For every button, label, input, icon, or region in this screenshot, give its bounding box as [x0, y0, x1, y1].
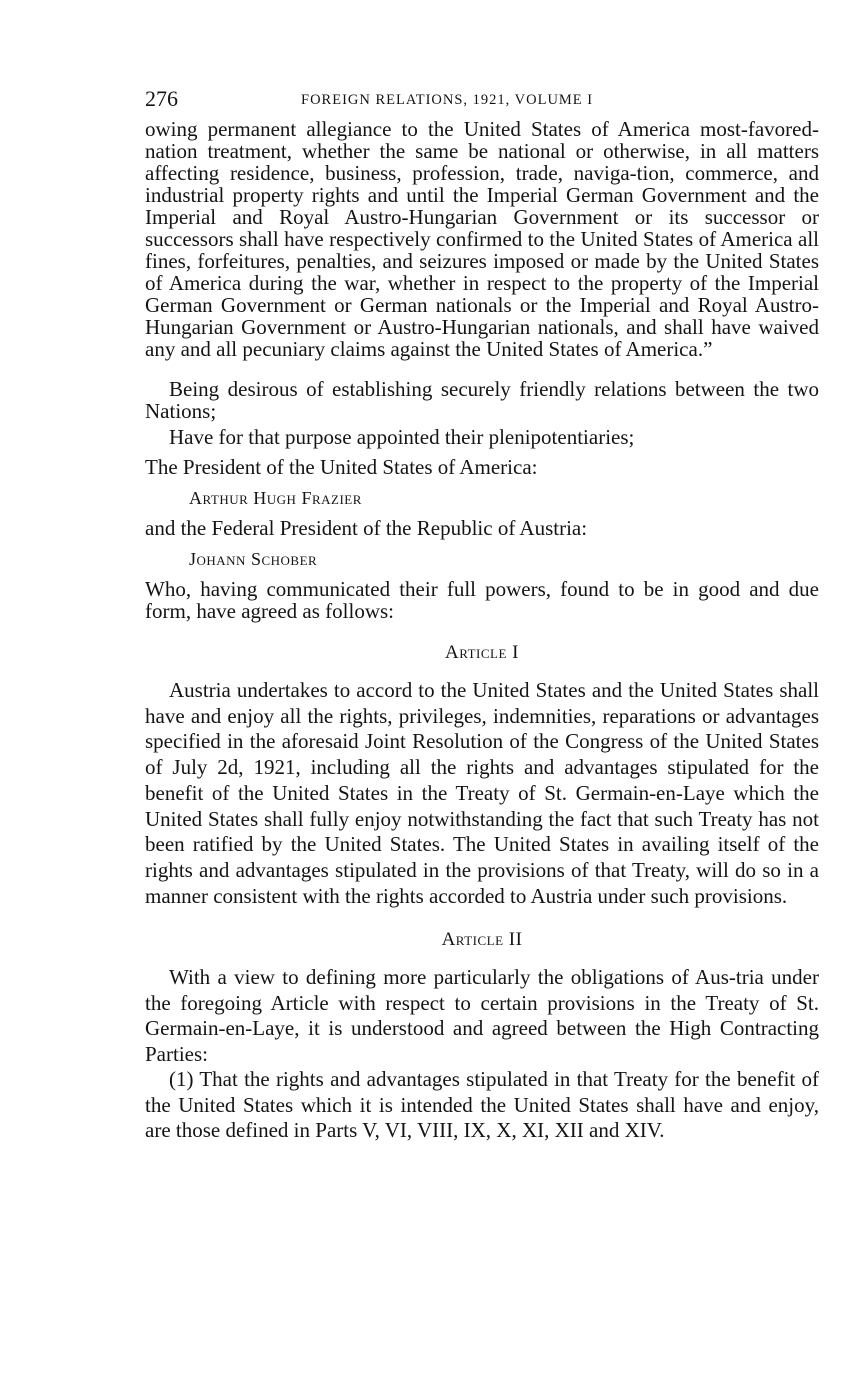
agreed-paragraph: Who, having communicated their full powers, found to be in good and due form, have agreed as follows:	[145, 577, 819, 623]
article-2-heading: Article II	[441, 929, 523, 951]
page-header	[145, 80, 819, 116]
running-head: FOREIGN RELATIONS, 1921, VOLUME I	[301, 92, 594, 108]
article-2-paragraph-1: (1) That the rights and advantages stipulated in that Treaty for the benefit of the United States which it is intended the United States shall have and enjoy, are those defined in Parts V, VI, VIII, IX, X, XI, XII and XIV.	[145, 1067, 819, 1143]
desirous-paragraph: Being desirous of establishing securely friendly relations between the two Nations;	[145, 377, 819, 423]
page-number: 276	[145, 86, 178, 111]
austria-president-line: and the Federal President of the Republic of Austria:	[145, 516, 588, 540]
article-2-paragraph-intro: With a view to defining more particularly the obligations of Aus-tria under the foregoing Article with respect to certain provisions in the Treaty of St. Germain-en-Laye, it is understood and agreed between the High Contracting Parties:	[145, 965, 819, 1066]
document-page	[145, 80, 819, 1144]
quote-continuation-paragraph: owing permanent allegiance to the United States of America most-favored-nation treatment, whether the same be national or otherwise, in all matters affecting residence, business, profession, trade, naviga-tion, commerce, and industrial property rights and until the Imperial German Government and the Imperial and Royal Austro-Hungarian Government or its successor or successors shall have respectively confirmed to the United States of America all fines, forfeitures, penalties, and seizures imposed or made by the United States of America during the war, whether in respect to the property of the Imperial German Government or German nationals or the Imperial and Royal Austro-Hungarian Government or Austro-Hungarian nationals, and shall have waived any and all pecuniary claims against the United States of America.”	[145, 117, 819, 361]
austria-plenipotentiary-name: Johann Schober	[189, 549, 318, 569]
us-plenipotentiary-name: Arthur Hugh Frazier	[189, 488, 362, 508]
article-1-paragraph: Austria undertakes to accord to the United States and the United States shall have and enjoy all the rights, privileges, indemnities, reparations or advantages specified in the aforesaid Joint Resolution of the Congress of the United States of July 2d, 1921, including all the rights and advantages stipulated for the benefit of the United States in the Treaty of St. Germain-en-Laye which the United States shall fully enjoy notwithstanding the fact that such Treaty has not been ratified by the United States. The United States in availing itself of the rights and advantages stipulated in the provisions of that Treaty, will do so in a manner consistent with the rights accorded to Austria under such provisions.	[145, 678, 819, 908]
us-president-line: The President of the United States of America:	[145, 455, 538, 479]
appointed-paragraph: Have for that purpose appointed their plenipotentiaries;	[169, 425, 635, 449]
article-1-heading: Article I	[444, 642, 519, 663]
